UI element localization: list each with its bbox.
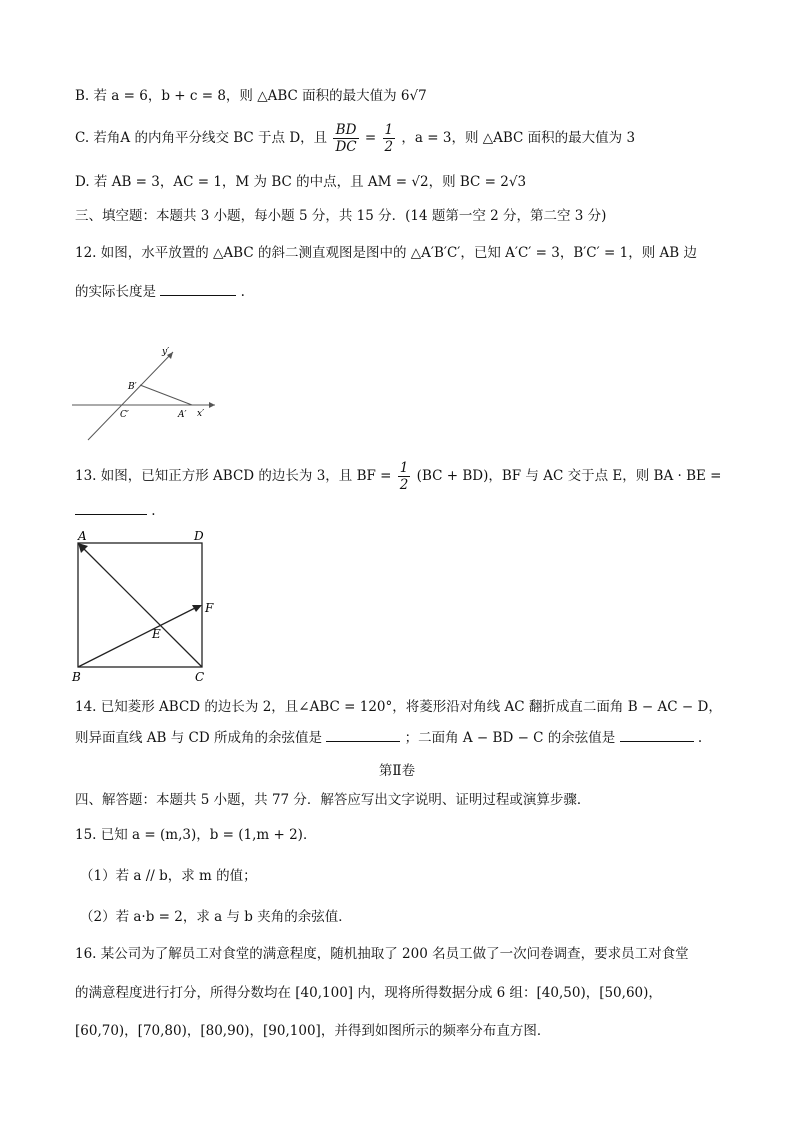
option-d: D. 若 AB = 3，AC = 1，M 为 BC 的中点，且 AM = √2，则 BC = 2√3 (75, 174, 527, 190)
label-a: A (78, 529, 87, 543)
segment-b-a (140, 385, 192, 405)
segment-bf (78, 607, 197, 667)
label-f: F (205, 601, 214, 615)
question-14-text-1: 则异面直线 AB 与 CD 所成角的余弦值是 (75, 730, 322, 746)
label-a-prime: A′ (178, 410, 187, 420)
answer-blank-12[interactable] (160, 281, 236, 296)
label-c: C (195, 670, 205, 684)
period: . (240, 284, 245, 300)
fraction-bd-dc (333, 122, 358, 155)
fraction-denominator: DC (335, 139, 357, 155)
question-16-line-3: [60,70)，[70,80)，[80,90)，[90,100]，并得到如图所示的频率分布直方图． (75, 1023, 551, 1039)
option-c-prefix: C. 若角A 的内角平分线交 BC 于点 D，且 (75, 130, 328, 146)
volume-2-heading: 第Ⅱ卷 (378, 763, 416, 779)
fraction-numerator: 1 (399, 460, 409, 476)
figure-13-square-diagram (68, 528, 223, 684)
question-14-text-2: ；二面角 A − BD − C 的余弦值是 (404, 730, 616, 746)
y-axis-line (88, 352, 173, 440)
question-13-text-cont: (BC + BD)，BF 与 AC 交于点 E，则 BA · BE = (416, 468, 722, 484)
period: . (151, 503, 156, 519)
fraction-one-half (383, 122, 396, 155)
question-15: 15. 已知 a = (m,3)，b = (1,m + 2)． (75, 827, 317, 843)
x-axis-arrow-icon (209, 402, 215, 408)
label-b-prime: B′ (128, 382, 137, 392)
question-12-line-2 (75, 281, 245, 302)
answer-blank-13[interactable] (75, 500, 147, 515)
question-15-part-1: （1）若 a // b，求 m 的值； (80, 868, 257, 884)
section-fill-in-title: 三、填空题：本题共 3 小题，每小题 5 分，共 15 分．(14 题第一空 2 分，第二空 3 分) (75, 208, 607, 224)
fraction-denominator: 2 (384, 139, 394, 155)
question-13-line-2 (75, 500, 156, 521)
answer-blank-14-1[interactable] (326, 727, 400, 742)
label-c-prime: C′ (120, 410, 129, 420)
option-c (75, 122, 635, 155)
answer-blank-14-2[interactable] (620, 727, 694, 742)
question-16-line-1: 16. 某公司为了解员工对食堂的满意程度，随机抽取了 200 名员工做了一次问卷调查，要求员工对食堂 (75, 946, 689, 962)
question-13-text: 13. 如图，已知正方形 ABCD 的边长为 3，且 BF = (75, 468, 396, 484)
section-solve-title: 四、解答题：本题共 5 小题，共 77 分．解答应写出文字说明、证明过程或演算步骤． (75, 792, 591, 808)
fraction-numerator: 1 (384, 122, 394, 138)
figure-12-oblique-diagram (70, 342, 220, 444)
fraction-denominator: 2 (399, 477, 409, 493)
label-y-axis: y′ (162, 347, 170, 357)
label-e: E (152, 627, 161, 641)
period: . (697, 730, 703, 746)
question-13-line-1 (75, 460, 721, 493)
question-16-line-2: 的满意程度进行打分，所得分数均在 [40,100] 内，现将所得数据分成 6 组：[40,50)，[50,60)， (75, 985, 662, 1001)
question-12-line-1: 12. 如图，水平放置的 △ABC 的斜二测直观图是图中的 △A′B′C′，已知 A′C′ = 3，B′C′ = 1，则 AB 边 (75, 245, 697, 261)
diagonal-ca (82, 547, 202, 667)
fraction-numerator: BD (333, 122, 358, 139)
question-12-text: 的实际长度是 (75, 284, 156, 300)
question-14-line-2 (75, 727, 702, 748)
fraction-one-half (398, 460, 411, 493)
option-b: B. 若 a = 6，b + c = 8，则 △ABC 面积的最大值为 6√7 (75, 88, 427, 104)
question-14-line-1: 14. 已知菱形 ABCD 的边长为 2，且∠ABC = 120°，将菱形沿对角线 AC 翻折成直二面角 B − AC − D， (75, 699, 722, 715)
question-15-part-2: （2）若 a·b = 2，求 a 与 b 夹角的余弦值． (80, 909, 352, 925)
equals-sign: = (364, 130, 377, 146)
label-b: B (72, 670, 81, 684)
label-x-axis: x′ (197, 409, 205, 419)
label-d: D (194, 529, 204, 543)
option-c-suffix: ，a = 3，则 △ABC 面积的最大值为 3 (401, 130, 636, 146)
